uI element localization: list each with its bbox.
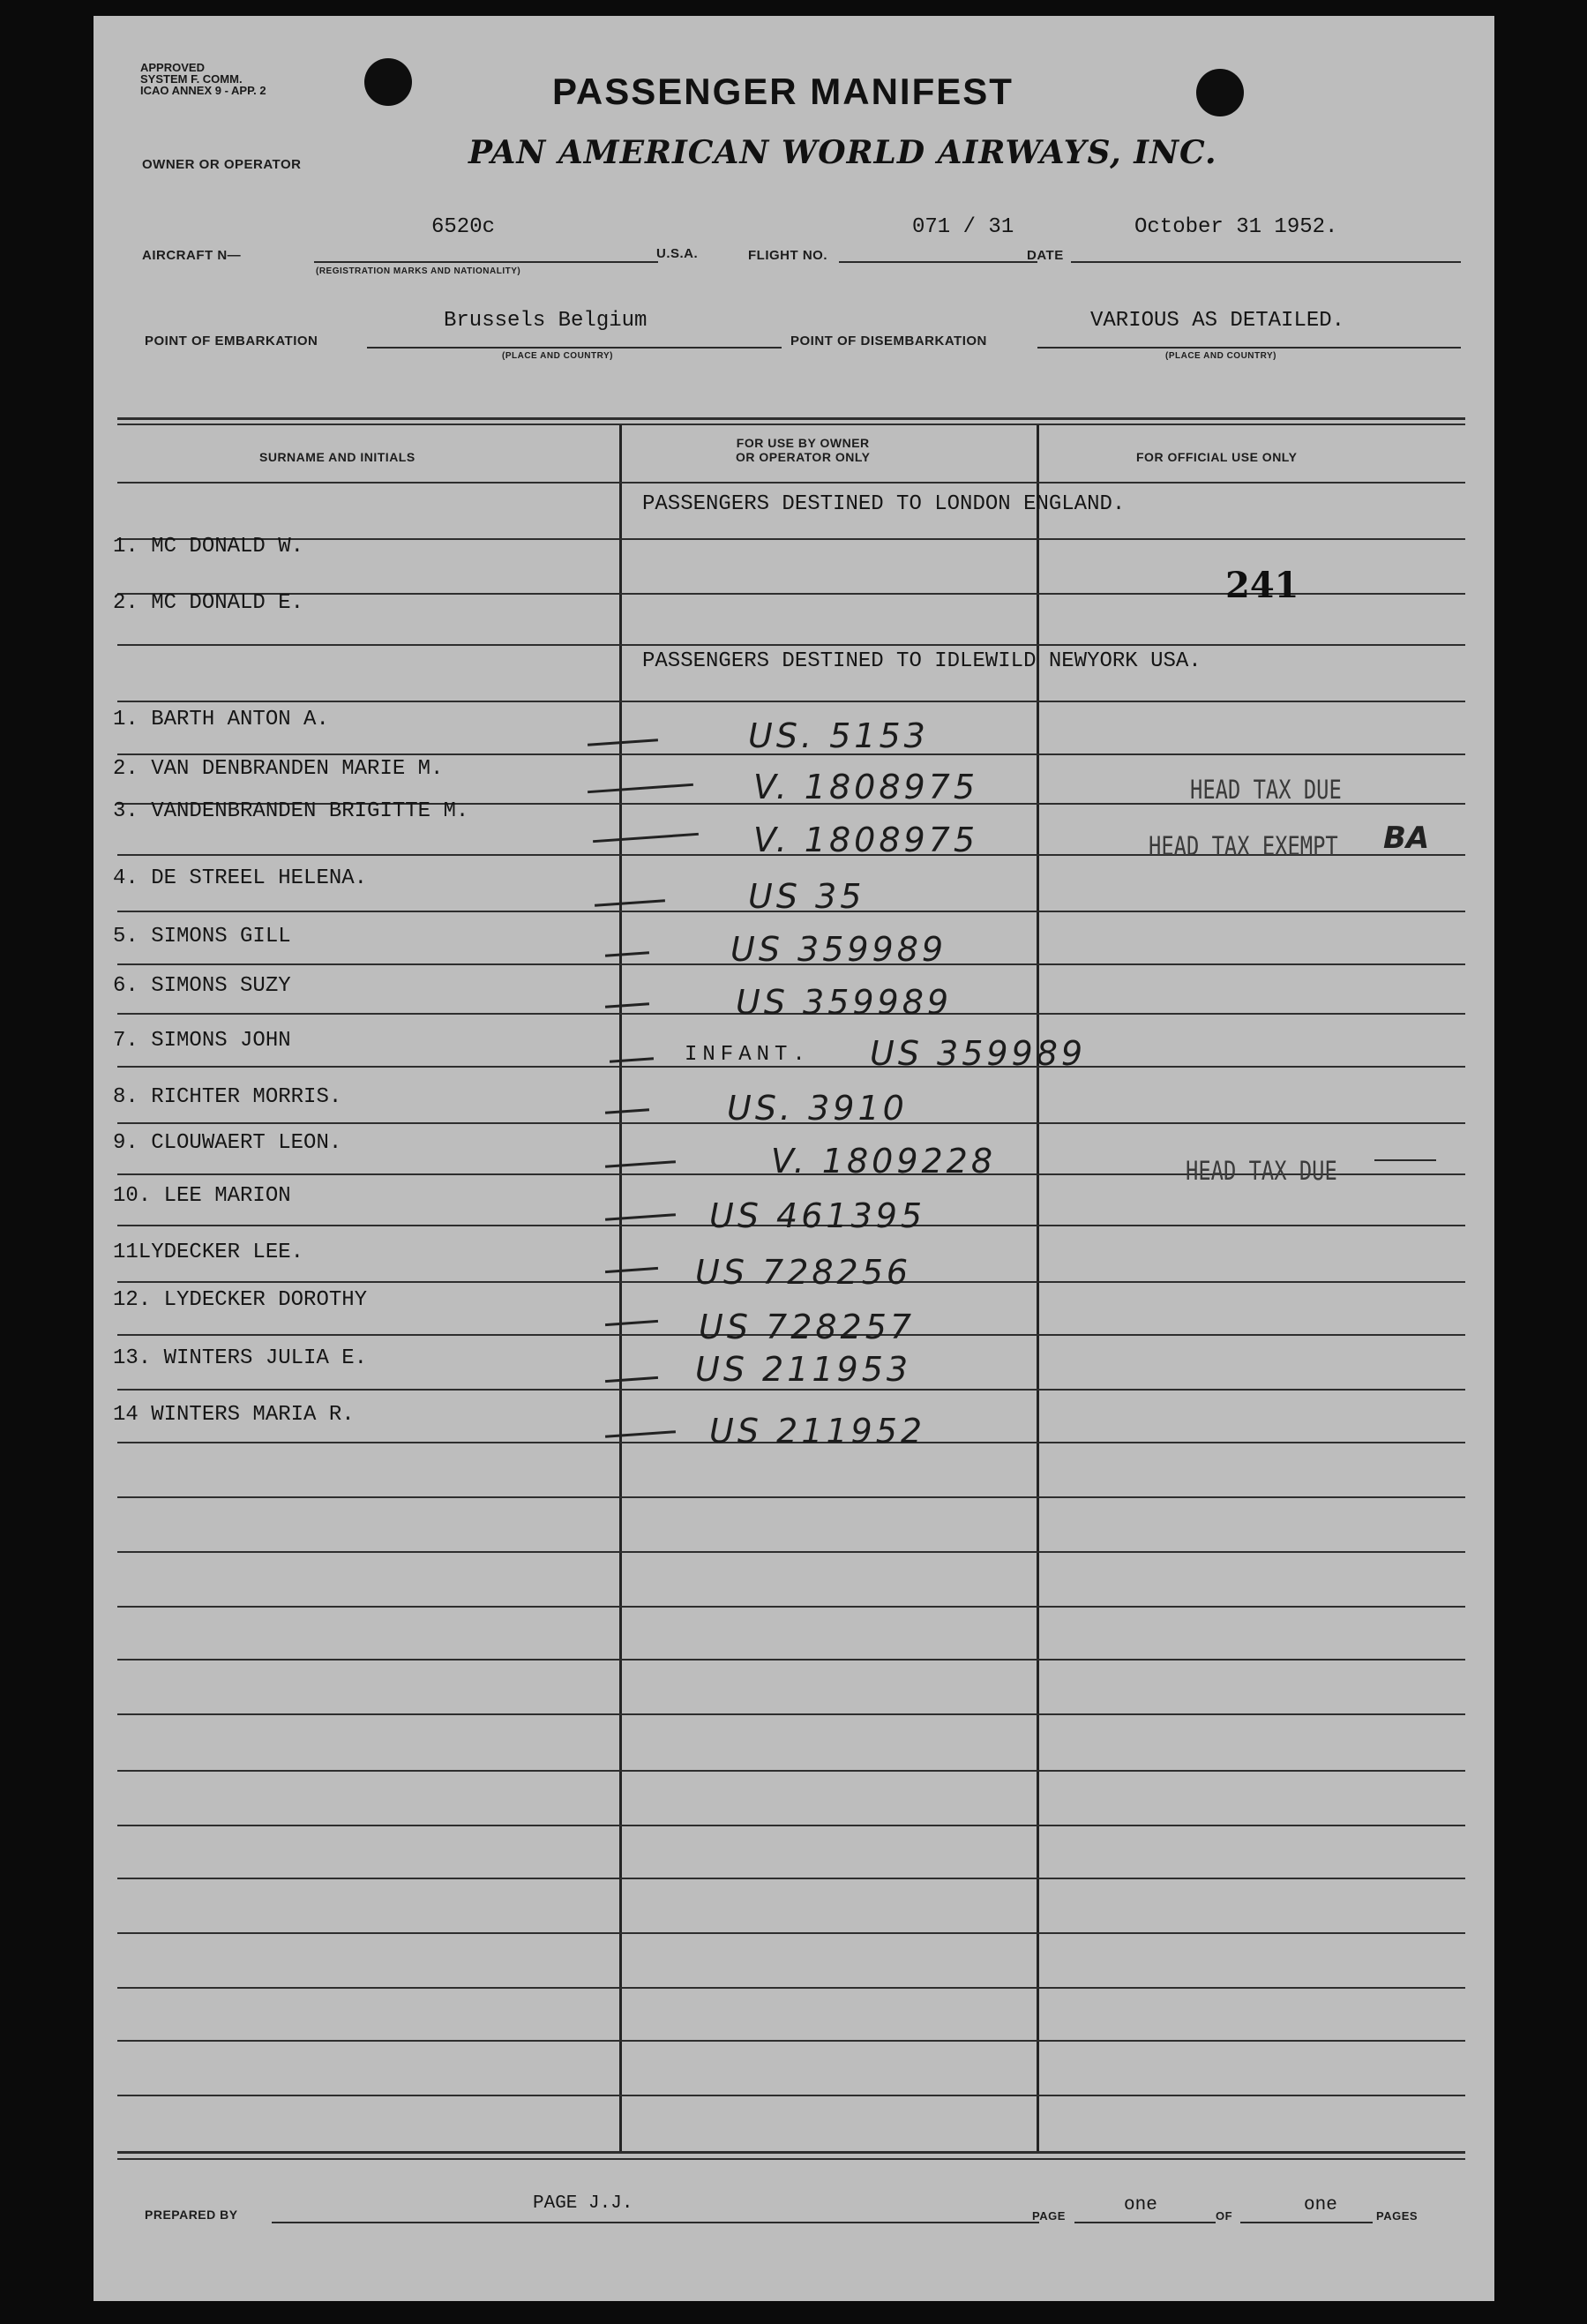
- flight-label: FLIGHT NO.: [748, 248, 827, 263]
- approval-line-3: ICAO ANNEX 9 - APP. 2: [140, 84, 266, 97]
- row-rule: [117, 1551, 1465, 1553]
- embark-underline: [367, 347, 782, 349]
- table-top-rule-2: [117, 424, 1465, 425]
- date-value: October 31 1952.: [1134, 215, 1338, 239]
- passenger-10-name: 10. LEE MARION: [113, 1184, 291, 1208]
- passenger-4-name: 4. DE STREEL HELENA.: [113, 866, 368, 890]
- exempt-initials: BA: [1383, 821, 1430, 856]
- passenger-14-doc: US 211952: [709, 1412, 926, 1451]
- table-bottom-rule-2: [117, 2158, 1465, 2160]
- passenger-1-doc: US. 5153: [748, 716, 929, 755]
- column-header-owner-line-2: OR OPERATOR ONLY: [736, 450, 871, 464]
- passenger-9-doc: V. 1809228: [771, 1142, 997, 1181]
- tick-mark: [595, 899, 665, 907]
- passenger-12-name: 12. LYDECKER DOROTHY: [113, 1288, 368, 1312]
- tick-mark: [605, 1320, 658, 1326]
- tick-mark: [605, 1108, 649, 1113]
- passenger-14-name: 14 WINTERS MARIA R.: [113, 1403, 355, 1427]
- section-london: PASSENGERS DESTINED TO LONDON ENGLAND.: [642, 492, 1126, 516]
- aircraft-label: AIRCRAFT N—: [142, 248, 242, 263]
- passenger-8-name: 8. RICHTER MORRIS.: [113, 1085, 342, 1109]
- of-value: one: [1304, 2195, 1337, 2215]
- date-underline: [1071, 261, 1461, 263]
- embark-label: POINT OF EMBARKATION: [145, 334, 318, 349]
- passenger-2-official: HEAD TAX DUE: [1190, 775, 1342, 805]
- country-label: U.S.A.: [656, 246, 699, 261]
- row-rule: [117, 482, 1465, 484]
- prepared-underline: [272, 2222, 1039, 2223]
- row-rule: [117, 2095, 1465, 2096]
- operator-name: PAN AMERICAN WORLD AIRWAYS, INC.: [468, 134, 1217, 171]
- manifest-sheet: [94, 16, 1494, 2301]
- aircraft-underline: [314, 261, 658, 263]
- row-rule: [117, 1932, 1465, 1934]
- official-number: 241: [1225, 565, 1299, 606]
- prepared-label: PREPARED BY: [145, 2208, 238, 2222]
- aircraft-sub: (REGISTRATION MARKS AND NATIONALITY): [316, 266, 521, 276]
- owner-label: OWNER OR OPERATOR: [142, 157, 302, 172]
- passenger-2-doc: V. 1808975: [753, 768, 979, 806]
- row-rule: [117, 1496, 1465, 1498]
- tick-mark: [605, 951, 649, 956]
- passenger-9-official: HEAD TAX DUE: [1186, 1156, 1337, 1186]
- passenger-13-name: 13. WINTERS JULIA E.: [113, 1346, 368, 1370]
- row-rule: [117, 1389, 1465, 1391]
- passenger-7-name: 7. SIMONS JOHN: [113, 1029, 291, 1053]
- table-bottom-rule: [117, 2151, 1465, 2154]
- passenger-1-name: 1. BARTH ANTON A.: [113, 708, 329, 731]
- passenger-3-official: HEAD TAX EXEMPT: [1149, 831, 1338, 861]
- london-passenger: 1. MC DONALD W.: [113, 535, 304, 559]
- table-top-rule: [117, 417, 1465, 420]
- flight-value: 071 / 31: [912, 215, 1014, 239]
- row-rule: [117, 1987, 1465, 1989]
- disembark-sub: (PLACE AND COUNTRY): [1165, 351, 1276, 361]
- tick-mark: [610, 1057, 654, 1062]
- row-rule: [117, 1825, 1465, 1826]
- row-rule: [117, 2040, 1465, 2042]
- tick-mark: [588, 738, 658, 746]
- pages-label: PAGES: [1376, 2209, 1419, 2223]
- tick-mark: [605, 1213, 676, 1221]
- page-underline: [1074, 2222, 1216, 2223]
- punch-hole-right: [1196, 69, 1244, 116]
- column-header-owner: [736, 436, 870, 464]
- passenger-5-doc: US 359989: [730, 930, 947, 969]
- punch-hole-left: [364, 58, 412, 106]
- prepared-value: PAGE J.J.: [533, 2193, 633, 2214]
- column-divider-2: [1037, 425, 1039, 2151]
- london-passenger: 2. MC DONALD E.: [113, 591, 304, 615]
- row-rule: [117, 1770, 1465, 1772]
- passenger-13-doc: US 211953: [695, 1350, 912, 1389]
- disembark-label: POINT OF DISEMBARKATION: [790, 334, 987, 349]
- column-header-official: FOR OFFICIAL USE ONLY: [1136, 450, 1298, 464]
- passenger-8-doc: US. 3910: [727, 1089, 908, 1128]
- passenger-6-name: 6. SIMONS SUZY: [113, 974, 291, 998]
- row-rule: [117, 644, 1465, 646]
- disembark-underline: [1037, 347, 1461, 349]
- passenger-3-doc: V. 1808975: [753, 821, 979, 859]
- tick-mark: [588, 783, 693, 793]
- section-newyork: PASSENGERS DESTINED TO IDLEWILD NEWYORK USA.: [642, 649, 1201, 673]
- row-rule: [117, 1878, 1465, 1879]
- aircraft-value: 6520c: [431, 215, 496, 239]
- passenger-2-name: 2. VAN DENBRANDEN MARIE M.: [113, 757, 444, 781]
- tick-mark: [605, 1160, 676, 1168]
- date-label: DATE: [1027, 248, 1064, 263]
- row-rule: [117, 1659, 1465, 1661]
- flight-underline: [839, 261, 1037, 263]
- passenger-11-doc: US 728256: [695, 1253, 912, 1292]
- passenger-11-name: 11LYDECKER LEE.: [113, 1241, 304, 1264]
- passenger-10-doc: US 461395: [709, 1196, 926, 1235]
- column-header-owner-line-1: FOR USE BY OWNER: [736, 436, 870, 450]
- row-rule: [117, 538, 1465, 540]
- tick-mark: [605, 1002, 649, 1008]
- of-label: OF: [1216, 2209, 1233, 2223]
- approval-line-2: SYSTEM F. COMM.: [140, 72, 243, 86]
- passenger-5-name: 5. SIMONS GILL: [113, 925, 291, 948]
- form-title: PASSENGER MANIFEST: [552, 71, 1014, 112]
- column-header-name: SURNAME AND INITIALS: [259, 450, 415, 464]
- passenger-9-name: 9. CLOUWAERT LEON.: [113, 1131, 342, 1155]
- tick-mark: [605, 1376, 658, 1383]
- row-rule: [117, 1606, 1465, 1608]
- passenger-12-doc: US 728257: [699, 1308, 916, 1346]
- embark-value: Brussels Belgium: [444, 309, 648, 333]
- infant-label: INFANT.: [685, 1043, 811, 1067]
- row-rule: [117, 701, 1465, 702]
- tick-mark: [605, 1267, 658, 1273]
- of-underline: [1240, 2222, 1373, 2223]
- approval-line-1: APPROVED: [140, 61, 205, 74]
- page-value: one: [1124, 2195, 1157, 2215]
- official-dash: [1374, 1159, 1436, 1161]
- tick-mark: [605, 1430, 676, 1438]
- page-label: PAGE: [1032, 2209, 1066, 2223]
- passenger-4-doc: US 35: [748, 877, 865, 916]
- column-divider-1: [619, 425, 622, 2151]
- row-rule: [117, 1713, 1465, 1715]
- disembark-value: VARIOUS AS DETAILED.: [1090, 309, 1345, 333]
- tick-mark: [593, 833, 699, 843]
- embark-sub: (PLACE AND COUNTRY): [502, 351, 613, 361]
- passenger-7-doc: US 359989: [870, 1034, 1087, 1073]
- approval-note: [140, 62, 266, 96]
- passenger-6-doc: US 359989: [736, 983, 953, 1022]
- passenger-3-name: 3. VANDENBRANDEN BRIGITTE M.: [113, 799, 469, 823]
